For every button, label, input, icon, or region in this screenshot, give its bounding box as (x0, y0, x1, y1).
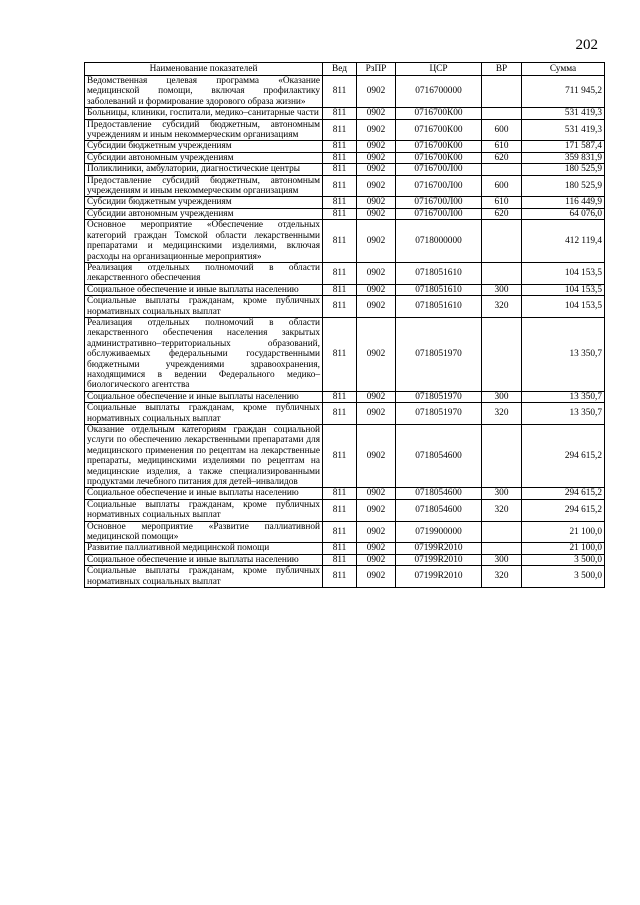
row-rzpr: 0902 (357, 284, 396, 295)
table-row (85, 197, 605, 208)
row-csr: 0718054600 (396, 425, 482, 488)
row-sum: 180 525,9 (522, 175, 605, 197)
table-row (85, 284, 605, 295)
table-row (85, 391, 605, 402)
row-csr: 0718051970 (396, 391, 482, 402)
row-csr: 0716700К00 (396, 119, 482, 141)
table-row (85, 108, 605, 119)
header-csr: ЦСР (396, 63, 482, 76)
row-ved: 811 (323, 220, 357, 263)
row-csr: 07199R2010 (396, 566, 482, 588)
row-ved: 811 (323, 284, 357, 295)
row-csr: 07199R2010 (396, 543, 482, 554)
row-vr (482, 543, 522, 554)
row-sum: 116 449,9 (522, 197, 605, 208)
row-vr: 300 (482, 488, 522, 499)
table-row (85, 152, 605, 163)
row-rzpr: 0902 (357, 499, 396, 521)
row-vr (482, 108, 522, 119)
row-vr: 320 (482, 403, 522, 425)
row-sum: 21 100,0 (522, 521, 605, 543)
table-row (85, 220, 605, 263)
row-sum: 64 076,0 (522, 208, 605, 219)
row-vr: 320 (482, 296, 522, 318)
table-row (85, 317, 605, 391)
row-sum: 359 831,9 (522, 152, 605, 163)
row-rzpr: 0902 (357, 317, 396, 391)
row-vr: 610 (482, 197, 522, 208)
table-row (85, 425, 605, 488)
row-rzpr: 0902 (357, 119, 396, 141)
table-row (85, 164, 605, 175)
row-name: Реализация отдельных полномочий в области лекарственного обеспечения населения закрытых административно–территориальных образований, обслуживаемых федеральными государственными бюджетными учреждениями здравоохранения, находящимися в ведении Федерального медико–биологического агентства (85, 317, 323, 391)
row-ved: 811 (323, 403, 357, 425)
row-rzpr: 0902 (357, 521, 396, 543)
row-vr (482, 262, 522, 284)
row-name: Основное мероприятие «Обеспечение отдельных категорий граждан Томской области лекарственными препаратами и медицинскими изделиями, включая расходы на организационные мероприятия» (85, 220, 323, 263)
row-sum: 180 525,9 (522, 164, 605, 175)
row-csr: 0716700Л00 (396, 208, 482, 219)
row-name: Социальное обеспечение и иные выплаты населению (85, 391, 323, 402)
row-ved: 811 (323, 543, 357, 554)
row-rzpr: 0902 (357, 543, 396, 554)
row-sum: 531 419,3 (522, 119, 605, 141)
row-sum: 104 153,5 (522, 296, 605, 318)
row-sum: 294 615,2 (522, 488, 605, 499)
row-sum: 294 615,2 (522, 425, 605, 488)
row-ved: 811 (323, 391, 357, 402)
row-name: Субсидии бюджетным учреждениям (85, 197, 323, 208)
row-ved: 811 (323, 175, 357, 197)
budget-table (84, 62, 605, 588)
row-name: Социальные выплаты гражданам, кроме публичных нормативных социальных выплат (85, 566, 323, 588)
row-vr: 320 (482, 566, 522, 588)
row-name: Основное мероприятие «Развитие паллиативной медицинской помощи» (85, 521, 323, 543)
row-csr: 0716700Л00 (396, 197, 482, 208)
row-csr: 0718000000 (396, 220, 482, 263)
row-csr: 0716700К00 (396, 152, 482, 163)
header-vr: ВР (482, 63, 522, 76)
table-row (85, 554, 605, 565)
row-sum: 104 153,5 (522, 284, 605, 295)
row-rzpr: 0902 (357, 391, 396, 402)
row-vr: 620 (482, 208, 522, 219)
row-sum: 531 419,3 (522, 108, 605, 119)
row-csr: 0716700Л00 (396, 164, 482, 175)
row-vr: 300 (482, 391, 522, 402)
row-csr: 0716700000 (396, 76, 482, 108)
row-ved: 811 (323, 197, 357, 208)
row-csr: 0718054600 (396, 499, 482, 521)
row-name: Социальные выплаты гражданам, кроме публичных нормативных социальных выплат (85, 296, 323, 318)
row-rzpr: 0902 (357, 208, 396, 219)
row-vr: 610 (482, 141, 522, 152)
row-csr: 0716700Л00 (396, 175, 482, 197)
table-row (85, 175, 605, 197)
row-ved: 811 (323, 499, 357, 521)
row-rzpr: 0902 (357, 425, 396, 488)
row-name: Больницы, клиники, госпитали, медико–санитарные части (85, 108, 323, 119)
row-rzpr: 0902 (357, 152, 396, 163)
row-csr: 0718051610 (396, 296, 482, 318)
row-rzpr: 0902 (357, 197, 396, 208)
row-name: Социальное обеспечение и иные выплаты населению (85, 554, 323, 565)
table-row (85, 296, 605, 318)
row-csr: 0718051970 (396, 403, 482, 425)
row-ved: 811 (323, 108, 357, 119)
table-row (85, 499, 605, 521)
row-ved: 811 (323, 317, 357, 391)
row-vr (482, 164, 522, 175)
row-vr: 320 (482, 499, 522, 521)
row-sum: 3 500,0 (522, 566, 605, 588)
table-row (85, 543, 605, 554)
row-sum: 13 350,7 (522, 391, 605, 402)
row-ved: 811 (323, 164, 357, 175)
row-ved: 811 (323, 488, 357, 499)
row-rzpr: 0902 (357, 403, 396, 425)
row-ved: 811 (323, 425, 357, 488)
row-vr (482, 220, 522, 263)
row-ved: 811 (323, 119, 357, 141)
row-rzpr: 0902 (357, 566, 396, 588)
row-sum: 104 153,5 (522, 262, 605, 284)
row-csr: 0716700К00 (396, 108, 482, 119)
row-sum: 13 350,7 (522, 403, 605, 425)
row-name: Социальное обеспечение и иные выплаты населению (85, 284, 323, 295)
row-ved: 811 (323, 521, 357, 543)
row-name: Социальные выплаты гражданам, кроме публичных нормативных социальных выплат (85, 403, 323, 425)
table-row (85, 521, 605, 543)
row-name: Реализация отдельных полномочий в области лекарственного обеспечения (85, 262, 323, 284)
row-name: Предоставление субсидий бюджетным, автономным учреждениям и иным некоммерческим организациям (85, 119, 323, 141)
row-sum: 711 945,2 (522, 76, 605, 108)
row-sum: 171 587,4 (522, 141, 605, 152)
row-vr (482, 521, 522, 543)
row-vr: 620 (482, 152, 522, 163)
row-vr: 300 (482, 284, 522, 295)
row-csr: 0718051610 (396, 284, 482, 295)
row-sum: 21 100,0 (522, 543, 605, 554)
table-row (85, 141, 605, 152)
row-sum: 3 500,0 (522, 554, 605, 565)
row-csr: 0716700К00 (396, 141, 482, 152)
row-name: Оказание отдельным категориям граждан социальной услуги по обеспечению лекарственными препаратами для медицинского применения по рецептам на лекарственные препараты, медицинскими изделиями по рецептам на медицинские изделия, а также специализированными продуктами лечебного питания для детей–инвалидов (85, 425, 323, 488)
row-ved: 811 (323, 141, 357, 152)
row-ved: 811 (323, 76, 357, 108)
row-ved: 811 (323, 208, 357, 219)
row-rzpr: 0902 (357, 141, 396, 152)
row-rzpr: 0902 (357, 175, 396, 197)
row-rzpr: 0902 (357, 76, 396, 108)
row-sum: 13 350,7 (522, 317, 605, 391)
table-row (85, 403, 605, 425)
table-row (85, 262, 605, 284)
row-csr: 0719900000 (396, 521, 482, 543)
row-rzpr: 0902 (357, 262, 396, 284)
row-ved: 811 (323, 262, 357, 284)
row-name: Субсидии автономным учреждениям (85, 152, 323, 163)
row-name: Субсидии автономным учреждениям (85, 208, 323, 219)
row-rzpr: 0902 (357, 220, 396, 263)
row-vr: 600 (482, 119, 522, 141)
row-name: Социальные выплаты гражданам, кроме публичных нормативных социальных выплат (85, 499, 323, 521)
header-name: Наименование показателей (85, 63, 323, 76)
row-name: Развитие паллиативной медицинской помощи (85, 543, 323, 554)
row-rzpr: 0902 (357, 296, 396, 318)
row-name: Предоставление субсидий бюджетным, автономным учреждениям и иным некоммерческим организациям (85, 175, 323, 197)
header-ved: Вед (323, 63, 357, 76)
row-rzpr: 0902 (357, 554, 396, 565)
row-ved: 811 (323, 152, 357, 163)
row-name: Поликлиники, амбулатории, диагностические центры (85, 164, 323, 175)
row-csr: 07199R2010 (396, 554, 482, 565)
row-sum: 294 615,2 (522, 499, 605, 521)
row-csr: 0718051970 (396, 317, 482, 391)
row-name: Социальное обеспечение и иные выплаты населению (85, 488, 323, 499)
row-csr: 0718051610 (396, 262, 482, 284)
row-vr: 300 (482, 554, 522, 565)
table-header-row (85, 63, 605, 76)
table-row (85, 566, 605, 588)
row-ved: 811 (323, 566, 357, 588)
row-rzpr: 0902 (357, 488, 396, 499)
table-row (85, 208, 605, 219)
header-rzpr: РзПР (357, 63, 396, 76)
row-sum: 412 119,4 (522, 220, 605, 263)
row-vr (482, 425, 522, 488)
row-vr (482, 76, 522, 108)
row-name: Субсидии бюджетным учреждениям (85, 141, 323, 152)
page-number: 202 (575, 37, 598, 53)
header-sum: Сумма (522, 63, 605, 76)
row-rzpr: 0902 (357, 108, 396, 119)
row-ved: 811 (323, 554, 357, 565)
row-ved: 811 (323, 296, 357, 318)
row-vr: 600 (482, 175, 522, 197)
row-rzpr: 0902 (357, 164, 396, 175)
row-vr (482, 317, 522, 391)
table-row (85, 488, 605, 499)
row-csr: 0718054600 (396, 488, 482, 499)
table-row (85, 76, 605, 108)
row-name: Ведомственная целевая программа «Оказание медицинской помощи, включая профилактику заболеваний и формирование здорового образа жизни» (85, 76, 323, 108)
table-row (85, 119, 605, 141)
